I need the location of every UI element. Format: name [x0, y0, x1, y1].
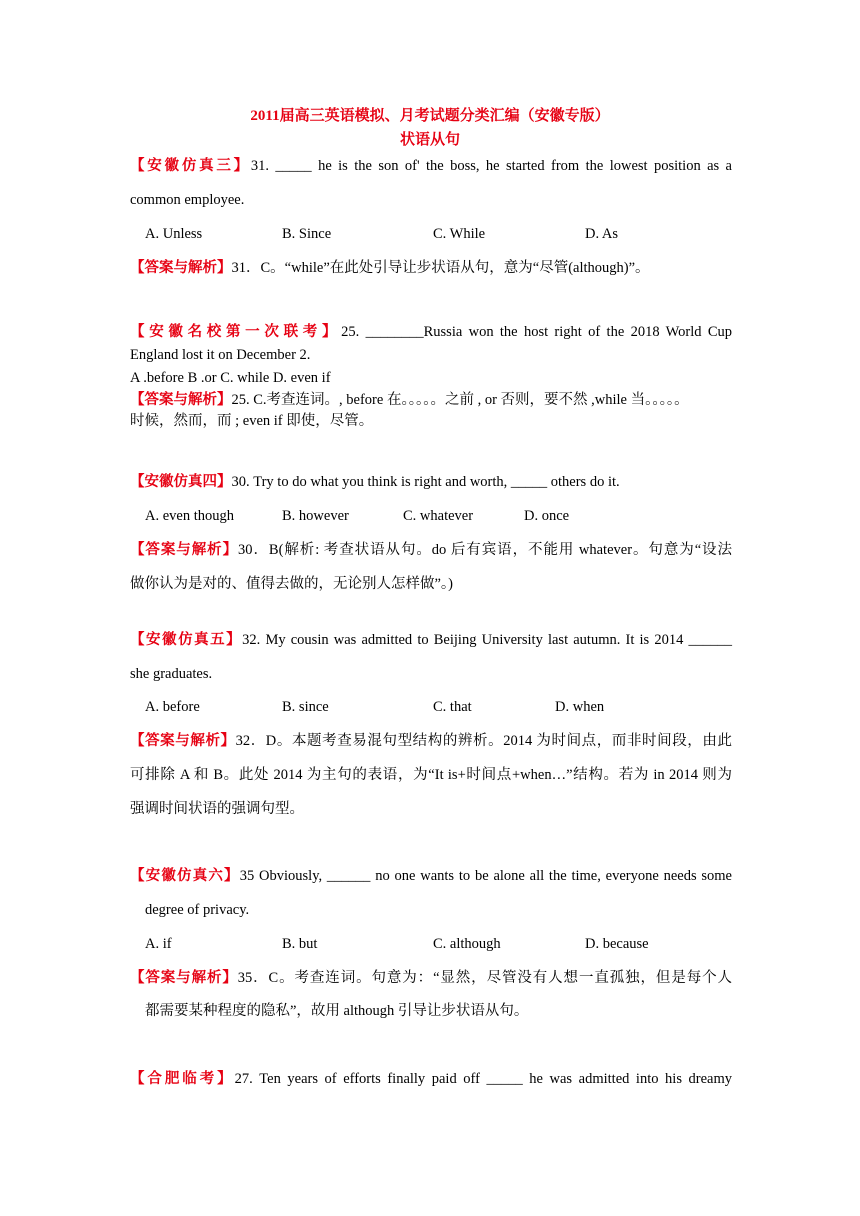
option-b: B. Since	[282, 226, 332, 242]
answer-tag: 【答案与解析】	[130, 260, 232, 276]
document-title: 2011届高三英语模拟、月考试题分类汇编（安徽专版）	[250, 108, 610, 124]
option-a: A. even though	[145, 508, 234, 524]
question-35-line1	[130, 866, 732, 886]
answer-30-line1	[130, 540, 732, 560]
answer-35-line2: 都需要某种程度的隐私”，故用 although 引导让步状语从句。	[145, 1003, 529, 1019]
answer-25-line1	[130, 390, 732, 410]
answer-text: 30．B(解析: 考查状语从句。do 后有宾语，不能用 whatever。句意为“设法	[238, 542, 732, 558]
answer-35-line1	[130, 968, 732, 988]
option-b: B. however	[282, 508, 349, 524]
question-text: 30. Try to do what you think is right and worth, _____ others do it.	[231, 474, 620, 490]
option-a: A. Unless	[145, 226, 203, 242]
question-text: 31. _____ he is the son of' the boss, he started from the lowest position as a	[250, 158, 732, 174]
question-source-tag: 【合肥临考】	[130, 1071, 235, 1087]
question-35-line2: degree of privacy.	[145, 902, 250, 918]
option-c: C. that	[433, 699, 472, 715]
answer-tag: 【答案与解析】	[130, 542, 239, 558]
answer-32-line1	[130, 731, 732, 751]
option-a: A. before	[145, 699, 200, 715]
question-source-tag: 【安徽仿真三】	[130, 158, 251, 174]
answer-tag: 【答案与解析】	[130, 392, 232, 408]
answer-32-line2: 可排除 A 和 B。此处 2014 为主句的表语，为“It is+时间点+when…”结构。若为 in 2014 则为	[130, 767, 732, 783]
question-25-line2: England lost it on December 2.	[130, 347, 311, 363]
answer-25-line2: 时候，然而，而 ; even if 即使，尽管。	[130, 413, 374, 429]
question-25-options: A .before B .or C. while D. even if	[130, 370, 331, 386]
answer-text: 32．D。本题考查易混句型结构的辨析。2014 为时间点，而非时间段，由此	[235, 733, 732, 749]
option-d: D. As	[585, 226, 619, 242]
option-d: D. once	[524, 508, 570, 524]
question-source-tag: 【安徽仿真四】	[130, 474, 232, 490]
question-32-line1	[130, 630, 732, 650]
question-30-line1	[130, 472, 732, 492]
question-text: 27. Ten years of efforts finally paid off _____ he was admitted into his dreamy	[234, 1071, 733, 1087]
answer-text: 31．C。“while”在此处引导让步状语从句，意为“尽管(although)”。	[231, 260, 650, 276]
option-d: D. when	[555, 699, 605, 715]
option-d: D. because	[585, 936, 649, 952]
question-source-tag: 【安徽仿真六】	[130, 868, 240, 884]
question-31-line1	[130, 156, 732, 176]
question-25-line1	[130, 322, 732, 342]
option-c: C. whatever	[403, 508, 474, 524]
option-a: A. if	[145, 936, 172, 952]
answer-tag: 【答案与解析】	[130, 733, 236, 749]
answer-text: 35．C。考查连词。句意为：“显然，尽管没有人想一直孤独，但是每个人	[237, 970, 732, 986]
question-text: 35 Obviously, ______ no one wants to be alone all the time, everyone needs some	[239, 868, 732, 884]
question-31-line2: common employee.	[130, 192, 245, 208]
question-32-line2: she graduates.	[130, 666, 213, 682]
option-b: B. but	[282, 936, 318, 952]
answer-text: 25. C.考查连词。, before 在。。。。。之前 , or 否则，要不然 ,while 当。。。。。	[231, 392, 689, 408]
option-c: C. While	[433, 226, 486, 242]
question-source-tag: 【安徽名校第一次联考】	[130, 324, 342, 340]
document-subtitle: 状语从句	[399, 132, 460, 148]
answer-31	[130, 258, 732, 278]
answer-32-line3: 强调时间状语的强调句型。	[130, 801, 304, 817]
question-source-tag: 【安徽仿真五】	[130, 632, 243, 648]
question-text: 25. ________Russia won the host right of the 2018 World Cup	[341, 324, 733, 340]
question-text: 32. My cousin was admitted to Beijing University last autumn. It is 2014 ______	[242, 632, 732, 648]
answer-30-line2: 做你认为是对的、值得去做的，无论别人怎样做”。)	[130, 576, 454, 592]
question-27-line1	[130, 1069, 732, 1089]
option-b: B. since	[282, 699, 329, 715]
answer-tag: 【答案与解析】	[130, 970, 238, 986]
option-c: C. although	[433, 936, 501, 952]
